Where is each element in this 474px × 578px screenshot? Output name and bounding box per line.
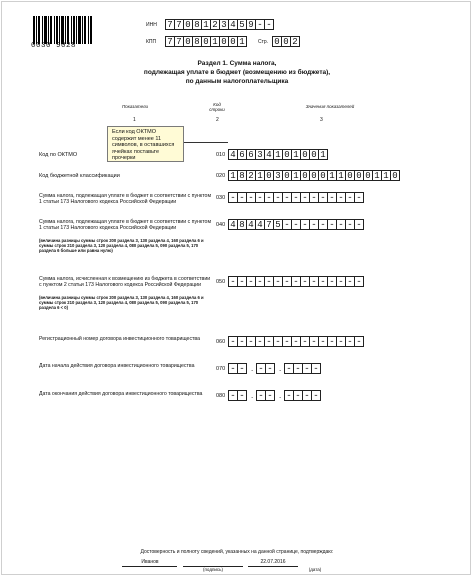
input-cell[interactable]: -: [302, 363, 312, 374]
input-cell[interactable]: -: [327, 336, 337, 347]
input-cell[interactable]: 7: [174, 36, 184, 47]
input-cell[interactable]: -: [336, 219, 346, 230]
input-cell[interactable]: 1: [372, 170, 382, 181]
input-cell[interactable]: -: [246, 192, 256, 203]
input-cell[interactable]: -: [228, 336, 238, 347]
inn-field[interactable]: [165, 19, 273, 30]
row-010-code: 010: [216, 152, 226, 158]
input-cell[interactable]: -: [255, 19, 265, 30]
input-cell[interactable]: -: [255, 192, 265, 203]
input-cell[interactable]: 0: [282, 170, 292, 181]
input-cell[interactable]: 5: [273, 219, 283, 230]
row-080-day-field[interactable]: [228, 390, 246, 401]
input-cell[interactable]: -: [327, 192, 337, 203]
input-cell[interactable]: -: [246, 276, 256, 287]
input-cell[interactable]: 4: [228, 149, 238, 160]
input-cell[interactable]: -: [354, 219, 364, 230]
oktmo-field[interactable]: [228, 149, 327, 160]
input-cell[interactable]: -: [345, 276, 355, 287]
input-cell[interactable]: 3: [273, 170, 283, 181]
input-cell[interactable]: 1: [201, 19, 211, 30]
row-020-code: 020: [216, 173, 226, 179]
input-cell[interactable]: -: [300, 192, 310, 203]
footer-statement: Достоверность и полноту сведений, указанных на данной странице, подтверждаю:: [140, 549, 334, 555]
input-cell[interactable]: 0: [228, 36, 238, 47]
input-cell[interactable]: 1: [255, 170, 265, 181]
section-title-line3: по данным налогоплательщика: [185, 78, 289, 85]
input-cell[interactable]: -: [318, 276, 328, 287]
input-cell[interactable]: 0: [354, 170, 364, 181]
row-080-date-dot-2: .: [279, 391, 282, 400]
input-cell[interactable]: 1: [237, 36, 247, 47]
input-cell[interactable]: -: [291, 276, 301, 287]
input-cell[interactable]: 1: [273, 149, 283, 160]
row-050-label: Сумма налога, исчисленная к возмещению из бюджета в соответствии с пунктом 2 статьи 173 Налогового кодекса Российской Федерации: [39, 276, 211, 288]
input-cell[interactable]: -: [265, 390, 275, 401]
input-cell[interactable]: -: [345, 336, 355, 347]
input-cell[interactable]: 1: [291, 149, 301, 160]
row-050-amount-field[interactable]: [228, 276, 363, 287]
input-cell[interactable]: 1: [291, 170, 301, 181]
input-cell[interactable]: -: [300, 219, 310, 230]
input-cell[interactable]: -: [309, 336, 319, 347]
row-070-code: 070: [216, 366, 226, 372]
input-cell[interactable]: 8: [192, 36, 202, 47]
input-cell[interactable]: -: [256, 390, 266, 401]
input-cell[interactable]: 1: [327, 170, 337, 181]
input-cell[interactable]: -: [237, 363, 247, 374]
input-cell[interactable]: -: [282, 192, 292, 203]
section-title-line2: подлежащая уплате в бюджет (возмещению из бюджета),: [143, 69, 331, 76]
input-cell[interactable]: -: [291, 219, 301, 230]
input-cell[interactable]: -: [354, 192, 364, 203]
input-cell[interactable]: 7: [165, 36, 175, 47]
input-cell[interactable]: -: [318, 336, 328, 347]
input-cell[interactable]: 4: [264, 149, 274, 160]
input-cell[interactable]: 0: [264, 170, 274, 181]
row-030-code: 030: [216, 195, 226, 201]
row-060-label: Регистрационный номер договора инвестиционного товарищества: [39, 336, 200, 342]
input-cell[interactable]: -: [327, 219, 337, 230]
input-cell[interactable]: 2: [246, 170, 256, 181]
input-cell[interactable]: -: [228, 192, 238, 203]
row-030-amount-field[interactable]: [228, 192, 363, 203]
row-010-label: Код по ОКТМО: [39, 152, 78, 158]
row-080-month-field[interactable]: [256, 390, 274, 401]
input-cell[interactable]: 5: [237, 19, 247, 30]
input-cell[interactable]: 1: [318, 149, 328, 160]
tooltip-pointer-line: [184, 142, 228, 143]
input-cell[interactable]: -: [345, 219, 355, 230]
column-line-code-heading: Код строки: [209, 102, 225, 112]
input-cell[interactable]: 2: [210, 19, 220, 30]
row-040-label: Сумма налога, подлежащая уплате в бюджет в соответствии с пунктом 1 статьи 173 Налогового кодекса Российской Федерации: [39, 219, 212, 231]
input-cell[interactable]: 0: [318, 170, 328, 181]
input-cell[interactable]: -: [336, 276, 346, 287]
input-cell[interactable]: 0: [309, 170, 319, 181]
kpp-label: КПП: [146, 39, 157, 45]
input-cell[interactable]: 1: [381, 170, 391, 181]
row-020-label: Код бюджетной классификации: [39, 173, 120, 179]
input-cell[interactable]: -: [300, 276, 310, 287]
page-label: Стр.: [258, 39, 269, 45]
input-cell[interactable]: -: [273, 276, 283, 287]
input-cell[interactable]: -: [237, 192, 247, 203]
input-cell[interactable]: -: [228, 276, 238, 287]
input-cell[interactable]: 0: [183, 36, 193, 47]
input-cell[interactable]: -: [300, 336, 310, 347]
input-cell[interactable]: 0: [363, 170, 373, 181]
page-frame: [1, 1, 471, 575]
input-cell[interactable]: -: [273, 192, 283, 203]
row-040-code: 040: [216, 222, 226, 228]
input-cell[interactable]: 3: [219, 19, 229, 30]
kbk-field[interactable]: [228, 170, 399, 181]
input-cell[interactable]: -: [246, 336, 256, 347]
input-cell[interactable]: 0: [300, 149, 310, 160]
input-cell[interactable]: -: [228, 390, 238, 401]
input-cell[interactable]: -: [311, 363, 321, 374]
input-cell[interactable]: -: [237, 276, 247, 287]
kpp-field[interactable]: [165, 36, 246, 47]
input-cell[interactable]: 8: [237, 219, 247, 230]
input-cell[interactable]: 0: [390, 170, 400, 181]
section-title-line1: Раздел 1. Сумма налога,: [197, 60, 277, 67]
input-cell[interactable]: -: [282, 276, 292, 287]
row-050-code: 050: [216, 279, 226, 285]
input-cell[interactable]: -: [309, 192, 319, 203]
input-cell[interactable]: 6: [246, 149, 256, 160]
input-cell[interactable]: 1: [336, 170, 346, 181]
row-070-month-field[interactable]: [256, 363, 274, 374]
row-070-year-field[interactable]: [284, 363, 320, 374]
input-cell[interactable]: -: [291, 336, 301, 347]
footer-signature-caption: (подпись): [202, 567, 223, 572]
input-cell[interactable]: 4: [228, 219, 238, 230]
input-cell[interactable]: -: [327, 276, 337, 287]
input-cell[interactable]: -: [255, 336, 265, 347]
row-040-amount-field[interactable]: [228, 219, 363, 230]
input-cell[interactable]: -: [293, 390, 303, 401]
input-cell[interactable]: 7: [264, 219, 274, 230]
input-cell[interactable]: -: [284, 390, 294, 401]
row-070-day-field[interactable]: [228, 363, 246, 374]
oktmo-hint-tooltip: Если код ОКТМО содержит менее 11 символов, в оставшихся ячейках поставьте прочерки: [107, 126, 184, 162]
input-cell[interactable]: -: [318, 219, 328, 230]
input-cell[interactable]: -: [237, 336, 247, 347]
input-cell[interactable]: 0: [272, 36, 282, 47]
row-080-label: Дата окончания действия договора инвестиционного товарищества: [39, 391, 203, 397]
input-cell[interactable]: -: [318, 192, 328, 203]
input-cell[interactable]: -: [302, 390, 312, 401]
column-number-1: 1: [133, 117, 136, 123]
input-cell[interactable]: -: [293, 363, 303, 374]
input-cell[interactable]: -: [282, 336, 292, 347]
input-cell[interactable]: -: [264, 192, 274, 203]
input-cell[interactable]: -: [345, 192, 355, 203]
row-050-note: (величина разницы суммы строк 200 раздела 3, 130 раздела 4, 160 раздела 6 и суммы строк 210 раздела 3, 120 раздела 4, 080 раздела 5, 090 раздела 5, 170 раздела 6 < 0): [39, 295, 204, 310]
input-cell[interactable]: -: [228, 363, 238, 374]
input-cell[interactable]: 8: [237, 170, 247, 181]
input-cell[interactable]: 8: [192, 19, 202, 30]
input-cell[interactable]: 4: [255, 219, 265, 230]
input-cell[interactable]: -: [264, 19, 274, 30]
input-cell[interactable]: 4: [228, 19, 238, 30]
input-cell[interactable]: 0: [300, 170, 310, 181]
row-070-date-dot-1: .: [251, 364, 254, 373]
row-040-note: (величина разницы суммы строк 200 раздела 3, 130 раздела 4, 160 раздела 6 и суммы строк 210 раздела 3, 120 раздела 4, 080 раздела 5, 090 раздела 5, 170 раздела 6 больше или равна нулю): [39, 238, 204, 253]
row-080-code: 080: [216, 393, 226, 399]
input-cell[interactable]: 0: [282, 149, 292, 160]
footer-name-line: [122, 566, 177, 567]
column-values-heading: Значения показателей: [305, 104, 355, 109]
input-cell[interactable]: 0: [183, 19, 193, 30]
row-070-label: Дата начала действия договора инвестиционного товарищества: [39, 363, 195, 369]
page-number-field[interactable]: [272, 36, 299, 47]
inn-label: ИНН: [146, 22, 157, 28]
input-cell[interactable]: 0: [201, 36, 211, 47]
input-cell[interactable]: 9: [246, 19, 256, 30]
input-cell[interactable]: -: [311, 390, 321, 401]
footer-date-value: 22.07.2016: [260, 559, 286, 565]
column-indicators-heading: Показатели: [122, 104, 148, 109]
input-cell[interactable]: -: [256, 363, 266, 374]
input-cell[interactable]: -: [309, 276, 319, 287]
row-060-code: 060: [216, 339, 226, 345]
input-cell[interactable]: -: [354, 276, 364, 287]
input-cell[interactable]: -: [273, 336, 283, 347]
input-cell[interactable]: 3: [255, 149, 265, 160]
input-cell[interactable]: -: [336, 336, 346, 347]
input-cell[interactable]: -: [264, 336, 274, 347]
input-cell[interactable]: -: [265, 363, 275, 374]
input-cell[interactable]: -: [309, 219, 319, 230]
input-cell[interactable]: -: [237, 390, 247, 401]
input-cell[interactable]: 6: [237, 149, 247, 160]
input-cell[interactable]: -: [282, 219, 292, 230]
row-080-date-dot-1: .: [251, 391, 254, 400]
row-030-label: Сумма налога, подлежащая уплате в бюджет в соответствии с пунктом 1 статьи 173 Налогового кодекса Российской Федерации: [39, 193, 212, 205]
input-cell[interactable]: -: [284, 363, 294, 374]
input-cell[interactable]: 0: [219, 36, 229, 47]
column-number-3: 3: [320, 117, 323, 123]
footer-date-caption: (дата): [308, 567, 322, 572]
input-cell[interactable]: 1: [210, 36, 220, 47]
input-cell[interactable]: -: [255, 276, 265, 287]
input-cell[interactable]: 0: [281, 36, 291, 47]
input-cell[interactable]: 7: [165, 19, 175, 30]
row-070-date-dot-2: .: [279, 364, 282, 373]
input-cell[interactable]: 1: [228, 170, 238, 181]
input-cell[interactable]: 7: [174, 19, 184, 30]
input-cell[interactable]: 4: [246, 219, 256, 230]
row-080-year-field[interactable]: [284, 390, 320, 401]
input-cell[interactable]: 0: [345, 170, 355, 181]
footer-name-value: Иванов: [141, 559, 159, 565]
input-cell[interactable]: 0: [309, 149, 319, 160]
row-060-contract-number-field[interactable]: [228, 336, 363, 347]
input-cell[interactable]: -: [264, 276, 274, 287]
input-cell[interactable]: -: [336, 192, 346, 203]
column-number-2: 2: [216, 117, 219, 123]
input-cell[interactable]: -: [291, 192, 301, 203]
input-cell[interactable]: -: [354, 336, 364, 347]
input-cell[interactable]: 2: [290, 36, 300, 47]
footer-date-line: [248, 566, 298, 567]
barcode-number: 0030 9028: [31, 42, 77, 50]
